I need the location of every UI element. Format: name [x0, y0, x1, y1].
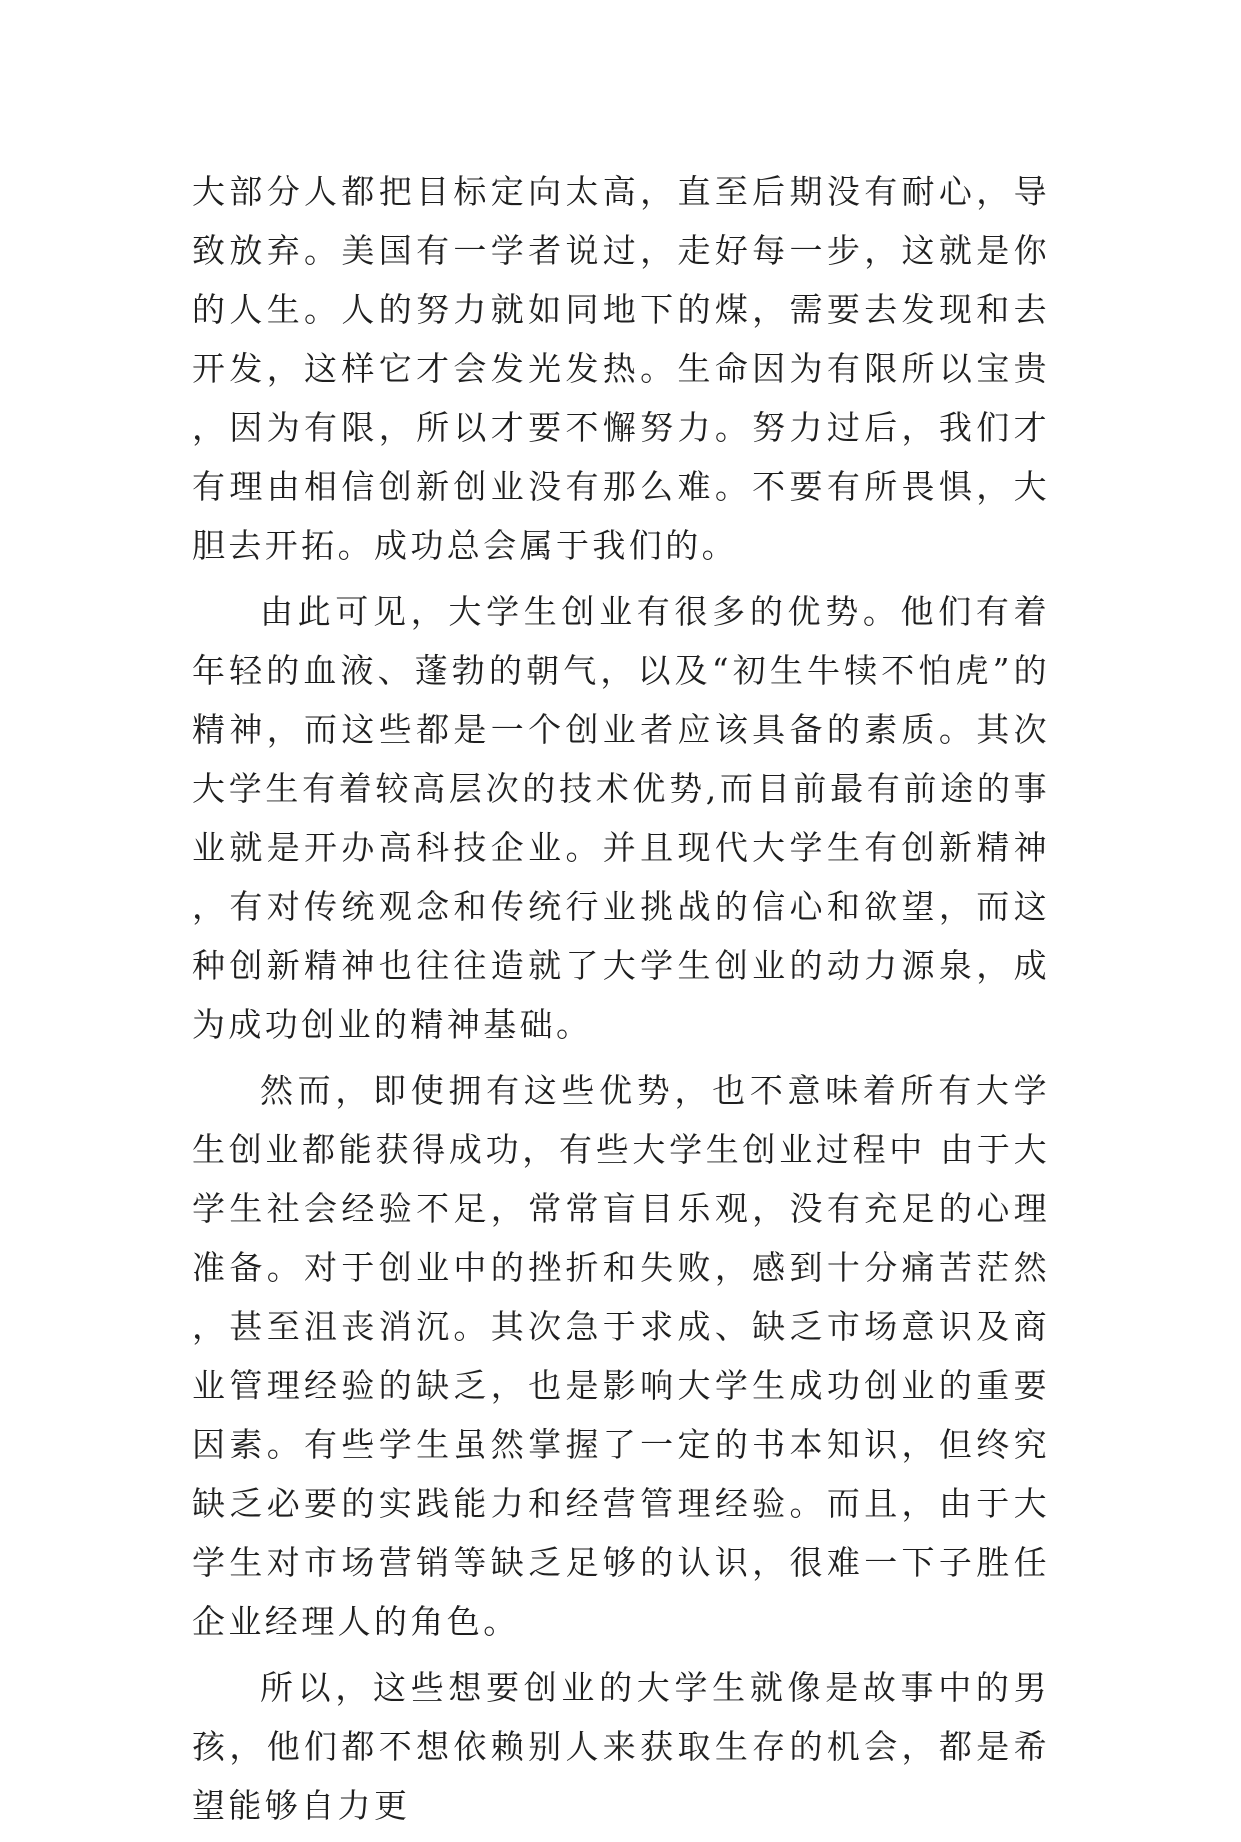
document-page [192, 162, 1050, 1842]
paragraph-4: 所以，这些想要创业的大学生就像是故事中的男孩，他们都不想依赖别人来获取生存的机会，都是希望能够自力更 [192, 1668, 1050, 1825]
paragraph-1: 大部分人都把目标定向太高，直至后期没有耐心，导致放弃。美国有一学者说过，走好每一步，这就是你的人生。人的努力就如同地下的煤，需要去发现和去开发，这样它才会发光发热。生命因为有限所以宝贵，因为有限，所以才要不懈努力。努力过后，我们才有理由相信创新创业没有那么难。不要有所畏惧，大胆去开拓。成功总会属于我们的。 [192, 172, 1050, 565]
paragraph-2: 由此可见，大学生创业有很多的优势。他们有着年轻的血液、蓬勃的朝气，以及“初生牛犊不怕虎”的精神，而这些都是一个创业者应该具备的素质。其次大学生有着较高层次的技术优势,而目前最有前途的事业就是开办高科技企业。并且现代大学生有创新精神，有对传统观念和传统行业挑战的信心和欲望，而这种创新精神也往往造就了大学生创业的动力源泉，成为成功创业的精神基础。 [192, 592, 1050, 1044]
paragraph-3: 然而，即使拥有这些优势，也不意味着所有大学生创业都能获得成功，有些大学生创业过程中 由于大学生社会经验不足，常常盲目乐观，没有充足的心理准备。对于创业中的挫折和失败，感到十分痛苦茫然，甚至沮丧消沉。其次急于求成、缺乏市场意识及商业管理经验的缺乏，也是影响大学生成功创业的重要因素。有些学生虽然掌握了一定的书本知识，但终究缺乏必要的实践能力和经营管理经验。而且，由于大学生对市场营销等缺乏足够的认识，很难一下子胜任企业经理人的角色。 [192, 1071, 1050, 1641]
